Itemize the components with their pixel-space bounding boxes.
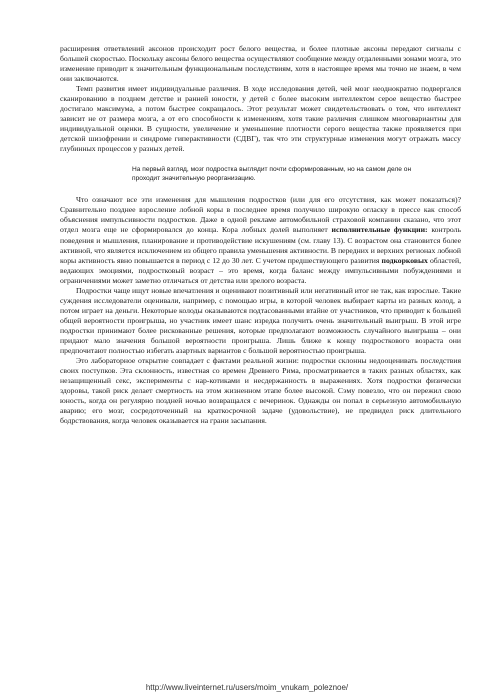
paragraph-3-text-a: Что означают все эти изменения для мышления подростков (или для его отсутствия, как может показаться)? Сравнительно позднее взросление лобной коры в последнее время получило широкую огласку в прессе как способ объяснения импульсивности подростков. Даже в одной рекламе автомобильной страховой компании сказано, что этот отдел мозга еще не сформировался до конца. Кора лобных долей выполняет	[60, 195, 461, 235]
paragraph-2: Темп развития имеет индивидуальные различия. В ходе исследования детей, чей мозг неоднократно подвергался сканированию в позднем детстве и ранней юности, у детей с более высоким интеллектом серое вещество быстрее достигало максимума, а потом быстрее сокращалось. Этот результат может свидетельствовать о том, что интеллект зависит не от размера мозга, а от его способности к изменениям, хотя такие различия слишком многовариантны для индивидуальной оценки. В сущности, увеличение и уменьшение плотности серого вещества также проявляется при детской шизофрении и синдроме гиперактивности (СДВГ), так что эти структурные изменения могут отражать массу глубинных процессов у разных детей.	[60, 84, 461, 154]
footer-url[interactable]: http://www.liveinternet.ru/users/moim_vnukam_poleznoe/	[145, 683, 349, 692]
term-executive-functions: исполнительные функции:	[331, 225, 428, 235]
paragraph-5: Это лабораторное открытие совпадает с фактами реальной жизни: подростки склонны недооценивать последствия своих поступков. Эта склонность, известная со времен Древнего Рима, просматривается в таких разных областях, как незащищенный секс, эксперименты с нар-котиками и несдержанность в выражениях. Хотя подростки физически здоровы, такой риск делает смертность на этом жизненном этапе более высокой. Сэму повезло, что он пережил свою юность, когда он регулярно поздней ночью возвращался с вечеринок. Однажды он попал в серьезную автомобильную аварию; его мозг, сосредоточенный на краткосрочной задаче (удовольствие), не предвидел риск длительного бодрствования, когда человек оказывается на грани засыпания.	[60, 356, 461, 426]
paragraph-4: Подростки чаще ищут новые впечатления и оценивают позитивный или негативный итог не так, как взрослые. Такие суждения исследователи оценивали, например, с помощью игры, в которой человек выбирает карты из разных колод, а потом играет на деньги. Некоторые колоды оказываются подтасованными втайне от участников, что приводит к большей общей вероятности проигрыша, но участник имеет шанс изредка получить очень значительный выигрыш. В этой игре подростки принимают более рискованные решения, которые предполагают возможность случайного выигрыша – они придают мало значения большой вероятности проигрыша. Лишь ближе к концу подросткового возраста они предпочитают полностью избегать азартных вариантов с большой вероятностью проигрыша.	[60, 285, 462, 356]
paragraph-1: расширения ответвлений аксонов происходит рост белого вещества, и более плотные аксоны передают сигналы с большей скоростью. Поскольку аксоны белого вещества осуществляют сообщение между отдаленными зонами мозга, это изменение приводит к значительным функциональным последствиям, хотя в настоящее время мы точно не знаем, в чем они заключаются.	[60, 44, 461, 84]
paragraph-3	[60, 195, 461, 285]
paragraph-3-text-b: контроль поведения и мышления, планирование и противодействие искушениям (см. главу 13). С возрастом она становится более активной, что является исключением из общего правила уменьшения активности. В передних и верхних регионах лобной коры активность явно повышается в период с 12 до 30 лет. С учетом предшествующего развития	[60, 225, 461, 265]
term-subcortical: подкорковых	[381, 255, 428, 265]
pull-quote: На первый взгляд, мозг подростка выглядит почти сформированным, но на самом деле он проходит значительную реорганизацию.	[132, 165, 412, 182]
paragraph-3-text-c: областей, ведающих эмоциями, подростковый возраст – это время, когда баланс между импульсивными побуждениями и ограничениями может заметно отличаться от детства или зрелого возраста.	[60, 255, 461, 285]
document-page	[60, 44, 461, 426]
